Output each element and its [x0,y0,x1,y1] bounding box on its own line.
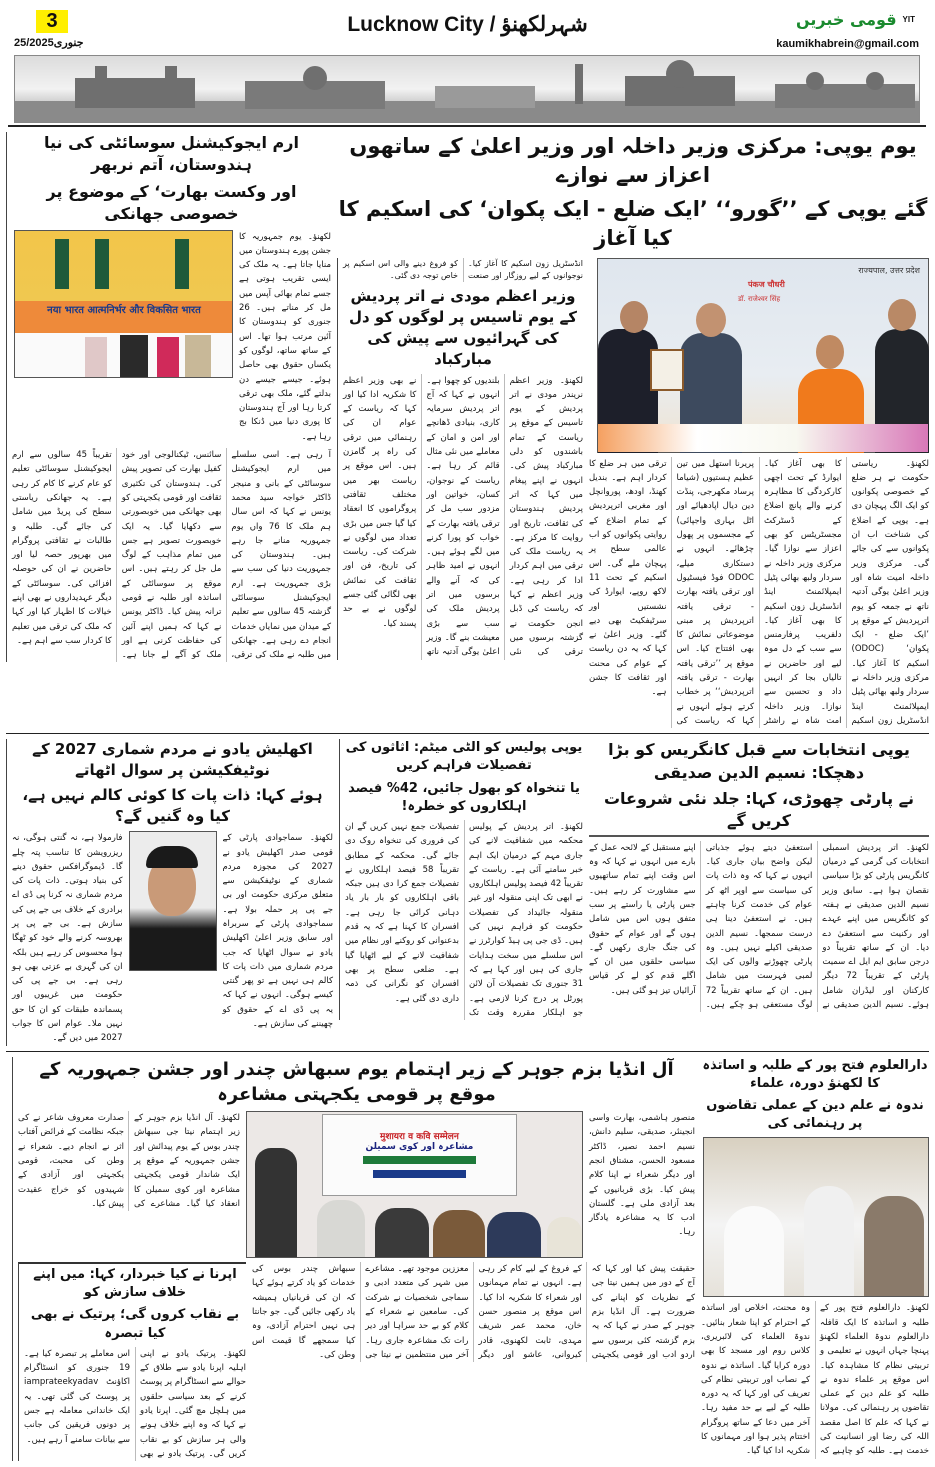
mushaira-story [12,1057,695,1462]
photo-banner-text: मुशायरा व कवि सम्मेलन [379,1132,459,1143]
photo-caption-text: राज्यपाल, उत्तर प्रदेश [858,265,920,275]
aparna-headline-1: اپرنا نے کیا خبردار، کہا: میں اپنے خلاف سازش کو [33,1267,237,1301]
header-rule [8,125,926,127]
photo-banner [322,1114,517,1196]
police-headline-2: یا تنخواہ کو بھول جائیں، 42% فیصد اہلکاروں کو خطرہ! [348,780,580,814]
bottom-section [6,1057,929,1462]
logo-text: قومی خبریں [795,10,897,29]
akhilesh-headline-1: اکھلیش یادو نے مردم شماری 2027 کے نوٹیفکیشن پر سوال اٹھاتے [32,740,313,780]
akhilesh-body-right: لکھنؤ۔ سماجوادی پارٹی کے قومی صدر اکھلیش یادو نے 2027 کی مجوزہ مردم شماری کے نوٹیفکیشن سے متعلق مرکزی حکومت اور بی جے پی پر حملہ بولا ہے۔ سماجوادی پارٹی کے سربراہ اور سابق وزیر اعلیٰ اکھلیش یادو نے سوال اٹھایا کہ جب مردم شماری میں ذات پات کا کالم ہی نہیں ہے تو پھر گنتی کیسے ہوگی۔ انہوں نے کہا کہ یہ پی ڈی اے کے حقوق کو چھیننے کی سازش ہے۔ [222,833,333,1030]
modi-story [337,258,583,660]
lead-story [337,132,929,728]
skyline-illustration [15,56,919,122]
eram-photo-row [12,230,331,444]
mushaira-side-right: منصور ہاشمی، بھارت واسی انجینئر، صدیقی، سلیم دانش، نسیم احمد نصیر، ڈاکٹر مسعود الحسن، مشتاق انجم اور دیگر شعراء نے اپنا کلام پیش کیا۔ بڑی قربانیوں کے بعد آزادی ملی ہے۔ گلستان ادب کا یہ مشاعرہ یادگار رہا۔ [588,1113,695,1238]
mushaira-bottom-row [18,1262,695,1461]
logo-mark-icon: YIT [902,15,915,24]
eram-headline-2: اور وکست بھارت‘ کے موضوع پر خصوصی جھانکی [46,181,297,224]
police-headline-1: یوپی پولیس کو الٹی میٹم: اثاثوں کی تفصیلات فراہم کریں [345,740,583,774]
naseem-story [589,739,929,1012]
page-content [0,128,935,1467]
lead-headline-2: گئے یوپی کے ’’گورو‘‘ ’ایک ضلع - ایک پکوان‘ کی اسکیم کا کیا آغاز [338,196,928,251]
lucknow-skyline-banner [14,55,920,123]
modi-article-body: لکھنؤ۔ وزیر اعظم نریندر مودی نے اتر پردیش کے یوم تاسیس کے موقع پر ریاست کے تمام باشندوں کو دلی مبارکباد پیش کی۔ انہوں نے اپنے پیغام میں کہا کہ اتر پردیش ہندوستان کی ثقافت، تاریخ اور روایت کا مرکز ہے۔ یہ ریاست ملک کی ترقی میں اہم کردار ادا کر رہی ہے۔ وزیر اعظم نے کہا کہ ریاست کی ڈبل انجن حکومت نے گزشتہ برسوں میں ترقی کی نئی بلندیوں کو چھوا ہے۔ انہوں نے کہا کہ آج اتر پردیش سرمایہ کاری، بنیادی ڈھانچے اور امن و امان کے معاملے میں نئی مثال قائم کر رہا ہے۔ ریاست کے نوجوان، کسان، خواتین اور مزدور سب مل کر ترقی یافتہ بھارت کے خواب کو پورا کرنے میں لگے ہوئے ہیں۔ انہوں نے امید ظاہر کی کہ آنے والے برسوں میں اتر پردیش ملک کی سب سے بڑی معیشت بنے گا۔ وزیر اعلیٰ یوگی آدتیہ ناتھ نے بھی وزیر اعظم کا شکریہ ادا کیا اور کہا کہ ریاست کے عوام ان کی رہنمائی میں ترقی کی راہ پر گامزن ہیں۔ اس موقع پر ریاست بھر میں مختلف ثقافتی پروگراموں کا انعقاد کیا گیا جس میں بڑی تعداد میں لوگوں نے شرکت کی۔ ریاست کی تاریخ، فن اور ثقافت کی نمائش بھی لگائی گئی جسے لوگوں نے بے حد پسند کیا۔ [343,375,583,658]
akhilesh-story [6,739,333,1045]
eram-story [6,132,331,662]
photo-banner-text: مشاعرہ اور کوی سمیلن [365,1142,474,1153]
nadwa-article-body: لکھنؤ۔ دارالعلوم فتح پور کے طلبہ و اساتذہ کا ایک قافلہ دارالعلوم ندوۃ العلماء لکھنؤ پہنچا جہاں انہوں نے تعلیمی و تربیتی نظام کا مشاہدہ کیا۔ اس موقع پر علماء ندوہ نے طلبہ کو علم دین کے عملی تقاضوں پر رہنمائی کی۔ مولانا نے کہا کہ علم کا اصل مقصد اللہ کی رضا اور انسانیت کی خدمت ہے۔ طلبہ کو چاہیے کہ وہ محنت، اخلاص اور اساتذہ کے احترام کو اپنا شعار بنائیں۔ ندوۃ العلماء کی لائبریری، کلاس روم اور مسجد کا بھی دورہ کرایا گیا۔ اساتذہ نے ندوہ کے نصاب اور تربیتی نظام کی تعریف کی اور کہا کہ یہ دورہ طلبہ کے لیے بے حد مفید رہا۔ آخر میں دعا کے ساتھ پروگرام اختتام پذیر ہوا اور مہمانوں کا شکریہ ادا کیا گیا۔ [701,1303,929,1457]
modi-headline: وزیر اعظم مودی نے اتر پردیش کے یوم تاسیس پر لوگوں کو دل کی گہرائیوں سے پیش کی مبارکباد [349,286,577,368]
eram-side-text: لکھنؤ۔ یوم جمہوریہ کا جشن پورے ہندوستان میں منایا جاتا ہے۔ یہ ملک کی ایسی تقریب ہوتی ہے جسے تمام بھائی آپس میں مل کر مناتے ہیں۔ 26 جنوری کو ہندوستان کا آئین مرتب ہوا تھا۔ اس کے ساتھ ساتھ، لوگوں کو یکساں حقوق بھی حاصل ہوئے۔ جیسے جیسے دن بدلتے گئے، ملک بھی ترقی کرتا رہا اور آج ہندوستان کا پوری دنیا میں ڈنکا بج رہا ہے۔ [239,231,331,442]
akhilesh-photo [129,831,217,971]
lead-photo [597,258,929,453]
masthead-logo [796,10,915,29]
issue-date: 25/جنوری2025 [14,37,84,49]
lead-article-body: لکھنؤ۔ ریاستی حکومت نے ہر ضلع کے خصوصی پکوانوں کو ایک الگ پہچان دی ہے۔ یوپی کے اضلاع کی شناخت اب ان پکوانوں سے کی جائے گی۔ مرکزی وزیر داخلہ امیت شاہ اور وزیر اعلیٰ یوگی آدتیہ ناتھ نے جمعہ کو یوم اترپردیش کے موقع پر ’ایک ضلع - ایک پکوان‘ (ODOC) اسکیم کا آغاز کیا۔ مرکزی وزیر داخلہ نے سردار ولبھ بھائی پٹیل ایمپلائمنٹ اینڈ انڈسٹریل زون اسکیم کا بھی آغاز کیا۔ ایوارڈ کے تحت اچھی کارکردگی کا مظاہرہ کرنے والے پانچ اضلاع کے ڈسٹرکٹ مجسٹریٹس کو بھی اعزاز سے نوازا گیا۔ مرکزی وزیر داخلہ نے سردار ولبھ بھائی پٹیل ایمپلائمنٹ اینڈ انڈسٹریل زون اسکیم کا بھی آغاز کیا۔ دلفریب پرفارمنس سے سب کے دل موہ لیے اور حاضرین نے تالیاں بجا کر انہیں داد و تحسین سے نوازا۔ وزیر داخلہ امت شاہ نے راشٹر پریرنا استھل میں تین عظیم ہستیوں (شیاما پرساد مکھرجی، پنڈت دین دیال اپادھیائے اور اٹل بہاری واجپائی) کے مجسموں پر پھول چڑھائے۔ انہوں نے دستکاری میلے، ODOC فوڈ فیسٹیول اور ترقی یافتہ بھارت - ترقی یافتہ اترپردیش پر مبنی موضوعاتی نمائش کا بھی افتتاح کیا۔ اس موقع پر ’’ترقی یافتہ بھارت - ترقی یافتہ اترپردیش‘‘ پر خطاب کرتے ہوئے انہوں نے کہا کہ ریاست کی ترقی میں ہر ضلع کا کردار اہم ہے۔ بندیل کھنڈ، اودھ، پوروانچل اور مغربی اترپردیش کے تمام اضلاع کے روایتی پکوانوں کو اب عالمی سطح پر پہچان ملے گی۔ اس اسکیم کے تحت 11 لاکھ روپے، ایوارڈ کی نشستیں اور سرٹیفکیٹ بھی دیے گئے۔ وزیر اعلیٰ نے کہا کہ یہ دن ریاست کے عوام کی محنت اور ثقافت کا جشن ہے۔ [589,458,929,726]
mushaira-photo-row [18,1111,695,1258]
nadwa-headline-2: ندوہ نے علم دین کے عملی تقاضوں پر رہنمائی کی [706,1098,924,1132]
lead-columns [337,258,929,729]
section-title: Lucknow City / شہرلکھنؤ [347,13,588,36]
aparna-story [18,1262,246,1461]
akhilesh-columns [12,831,333,1045]
aparna-headline-2: بے نقاب کروں گی؛ پرتیک نے بھی کیا تبصرہ [30,1307,240,1341]
mushaira-headline: آل انڈیا بزم جوہر کے زیر اہتمام یوم سبھاش چندر اور جشن جمہوریہ کے موقع پر قومی یکجہتی مشاعرہ [39,1058,674,1105]
naseem-headline-1: یوپی انتخابات سے قبل کانگریس کو بڑا دھچکا: نسیم الدین صدیقی [608,740,910,782]
top-section [6,132,929,734]
lead-main-column [589,258,929,729]
photo-banner-text: नया भारत आत्मनिर्भर और विकसित भारत [47,304,201,316]
police-story [339,739,583,1020]
naseem-headline-2: نے پارٹی چھوڑی، کہا: جلد نئی شروعات کریں گے [589,788,929,837]
mushaira-article-body: حقیقت پیش کیا اور کہا کہ آج کے دور میں ہمیں نیتا جی کے نظریات کو اپنانے کی ضرورت ہے۔ آل انڈیا بزم جوہر کے صدر نے کہا کہ یہ بزم گزشتہ کئی برسوں سے اردو ادب اور قومی یکجہتی کے فروغ کے لیے کام کر رہی ہے۔ انہوں نے تمام مہمانوں اور شعراء کا شکریہ ادا کیا۔ اس موقع پر منصور حسن خان، محمد عمر شریف مہدی، ثابت لکھنوی، قادر کیروانی، عاشو اور دیگر معززین موجود تھے۔ مشاعرے میں شہر کی متعدد ادبی و سماجی شخصیات نے شرکت کی۔ سامعین نے شعراء کے کلام کو بے حد سراہا اور دیر رات تک مشاعرہ جاری رہا۔ آخر میں منتظمین نے نیتا جی سبھاش چندر بوس کی خدمات کو یاد کرتے ہوئے کہا کہ ان کی قربانیاں ہمیشہ یاد رکھی جائیں گی۔ جو جانتا ہی نہیں احترام آزادی، وہ کیا سمجھے گا قیمت اس وطن کی۔ [252,1264,695,1360]
middle-section [6,739,929,1051]
mushaira-photo [246,1111,583,1258]
mushaira-side-left: لکھنؤ۔ آل انڈیا بزم جوہر کے زیر اہتمام نیتا جی سبھاش چندر بوس کے یوم پیدائش اور جشن جمہوریہ کے موقع پر ایک شاندار قومی یکجہتی مشاعرہ اور کوی سمیلن کا انعقاد کیا گیا۔ مشاعرے کی صدارت معروف شاعر نے کی جبکہ نظامت کے فرائض آفتاب اثر نے انجام دیے۔ شعراء نے وطن کی محبت، قومی یکجہتی اور آزادی کے شہیدوں کو خراج عقیدت پیش کیا۔ [18,1113,240,1209]
akhilesh-body-left: فارمولا ہے، نہ گنتی ہوگی، نہ ریزرویشن کا تناسب پتہ چلے گا۔ ڈیموگرافکس حقوق دینے کی بنیاد ہوتی۔ ذات پات کی مردم شماری نہ کرنا پی ڈی اے برادری کے خلاف بی جے پی کی سازش ہے۔ بی جے پی پر بھروسہ کرنے والے خود کو ٹھگا ہوا محسوس کر رہے ہیں بلکہ ان کی گہری بے عزتی بھی ہو رہی ہے۔ بی جے پی کی حکومت میں غریبوں اور پسماندہ طبقات کو ان کا حق نہیں ملا۔ عوام اس کا جواب 2027 میں دیں گے۔ [12,833,123,1044]
eram-headline-1: ارم ایجوکیشنل سوسائٹی کی نیا ہندوستان، آتم نربھر [44,133,299,175]
photo-caption-text: डॉ. राजेश्वर सिंह [738,294,781,303]
eram-article-body: آ رہی ہے۔ اسی سلسلے میں ارم ایجوکیشنل سوسائٹی کے بانی و منیجر ڈاکٹر خواجہ سید محمد یونس نے کہا کہ اس سال ہم ملک کا 76 واں یوم جمہوریہ منانے جا رہے ہیں۔ ہندوستان کی جمہوریت دنیا کی سب سے بڑی جمہوریت ہے۔ ارم ایجوکیشنل سوسائٹی گزشتہ 45 سالوں سے تعلیم کے میدان میں نمایاں خدمات انجام دے رہی ہے۔ جھانکی میں طلبہ نے ملک کی ترقی، سائنس، ٹیکنالوجی اور خود کفیل بھارت کی تصویر پیش کی۔ ہندوستان کی تکثیری ثقافت اور قومی یکجہتی کو بھی جھانکی میں خوبصورتی سے دکھایا گیا۔ یہ ایک خوبصورت تصویر ہے جس میں تمام مذاہب کے لوگ مل جل کر رہتے ہیں۔ اس موقع پر سوسائٹی کے اساتذہ اور طلبہ نے قومی ترانہ پیش کیا۔ ڈاکٹر یونس نے کہا کہ ہمیں اپنے آئین کی حفاظت کرنی ہے اور ملک کو آگے لے جانا ہے۔ تقریباً 45 سالوں سے ارم ایجوکیشنل سوسائٹی تعلیم کو عام کرنے کا کام کر رہی ہے۔ یہ جھانکی ریاستی سطح کی پریڈ میں شامل کی جائے گی۔ طلبہ و طالبات نے ثقافتی پروگرام میں بھرپور حصہ لیا اور حاضرین نے ان کی حوصلہ افزائی کی۔ سوسائٹی کے دیگر عہدیداروں نے بھی اپنے خیالات کا اظہار کیا اور کہا کہ ملک کی ترقی میں تعلیم کا کردار سب سے اہم ہے۔ [12,450,331,661]
photo-caption-text: पंकज चौधरी [748,279,785,289]
masthead [0,0,935,128]
aparna-article-body: لکھنؤ۔ پرتیک یادو نے اپنی اہلیہ اپرنا یادو سے طلاق کے حوالے سے انسٹاگرام پر پوسٹ کرنے کے بعد سیاسی حلقوں میں ہلچل مچ گئی۔ اپرنا یادو نے کہا کہ وہ اپنے خلاف ہونے والی ہر سازش کو بے نقاب کریں گی۔ پرتیک یادو نے بھی اس معاملے پر تبصرہ کیا ہے۔ 19 جنوری کو انسٹاگرام اکاؤنٹ iamprateekyadav پر پوسٹ کی گئی تھی۔ یہ ایک خاندانی معاملہ ہے جس پر دونوں فریقین کی جانب سے بیانات سامنے آ رہے ہیں۔ [24,1348,246,1459]
contact-email: kaumikhabrein@gmail.com [776,38,919,50]
akhilesh-headline-2: ہوئے کہا: ذات پات کا کوئی کالم نہیں ہے، کیا وہ گنیں گے؟ [22,786,323,826]
eram-photo [14,230,233,378]
nadwa-photo [703,1137,929,1297]
lead-headline-1: یوم یوپی: مرکزی وزیر داخلہ اور وزیر اعلیٰ کے ساتھوں اعزاز سے نوازے [349,134,917,188]
page-number: 3 [36,10,68,33]
modi-intro: انڈسٹریل زون اسکیم کا آغاز کیا۔ نوجوانوں کے لیے روزگار اور صنعت کو فروغ دینے والی اس اسکیم پر خاص توجہ دی گئی۔ [343,258,583,280]
nadwa-story [701,1057,929,1459]
naseem-article-body: لکھنؤ۔ اتر پردیش اسمبلی انتخابات کی گرمی کے درمیان کانگریس پارٹی کو بڑا سیاسی نقصان ہوا ہے۔ سابق وزیر نسیم الدین صدیقی نے ہفتہ کو کانگریس میں اپنے عہدے اور رکنیت سے استعفیٰ دے دیا۔ ان کے ساتھ تقریباً دو درجن سابق ایم ایل اے سمیت پارٹی کے تقریباً 72 دیگر کارکنان اور لیڈران شامل ہوئے۔ نسیم الدین صدیقی نے استعفیٰ دیتے ہوئے جذباتی لیکن واضح بیان جاری کیا۔ انہوں نے کہا کہ وہ ذات پات کی سیاست سے اوپر اٹھ کر عوام کی خدمت کرنا چاہتے ہیں۔ نے استعفیٰ دینا ہی درست سمجھا۔ نسیم الدین صدیقی اکیلے نہیں ہیں۔ وہ پارٹی چھوڑنے والوں کی ایک لمبی فہرست میں شامل ہیں۔ ان کے ساتھ تقریباً 72 لوگ مستعفی ہو چکے ہیں۔ اپنے مستقبل کے لائحہ عمل کے بارے میں انہوں نے کہا کہ وہ اس وقت اپنے تمام ساتھیوں سے مشاورت کر رہے ہیں۔ جس پارٹی یا راستے پر سب متفق ہوں اس میں شامل ہوں گے اور عوام کے حقوق کی جنگ جاری رکھیں گے۔ سیاسی حلقوں میں ان کے اگلے قدم کو لے کر قیاس آرائیاں تیز ہو گئی ہیں۔ [589,842,929,1011]
police-article-body: لکھنؤ۔ اتر پردیش کے پولیس محکمہ میں شفافیت لانے کی جاری مہم کے درمیان ایک اہم خبر سامنے آئی ہے۔ ریاست کے تقریباً 42 فیصد پولیس اہلکاروں نے ابھی تک اپنی منقولہ اور غیر منقولہ جائیداد کی تفصیلات حکومت کو فراہم نہیں کی ہیں۔ ڈی جی پی ہیڈ کوارٹرز نے اس سلسلے میں سخت ہدایات جاری کی ہیں اور کہا ہے کہ 31 جنوری تک تفصیلات آن لائن پورٹل پر درج کرنا لازمی ہے۔ جو اہلکار مقررہ وقت تک تفصیلات جمع نہیں کریں گے ان کی فروری کی تنخواہ روک دی جائے گی۔ محکمہ کے مطابق تقریباً 58 فیصد اہلکاروں نے تفصیلات جمع کرا دی ہیں جبکہ باقی اہلکاروں کو بار بار یاد دہانی کرائی جا رہی ہے۔ افسران کا کہنا ہے کہ یہ قدم بدعنوانی کو روکنے اور نظام میں شفافیت لانے کے لیے اٹھایا گیا ہے۔ ضلعی سطح پر بھی افسران کو نگرانی کی ذمہ داری دی گئی ہے۔ [345,821,583,1018]
nadwa-headline-1: دارالعلوم فتح پور کے طلبہ و اساتذہ کا لکھنؤ دورہ، علماء [702,1057,928,1091]
